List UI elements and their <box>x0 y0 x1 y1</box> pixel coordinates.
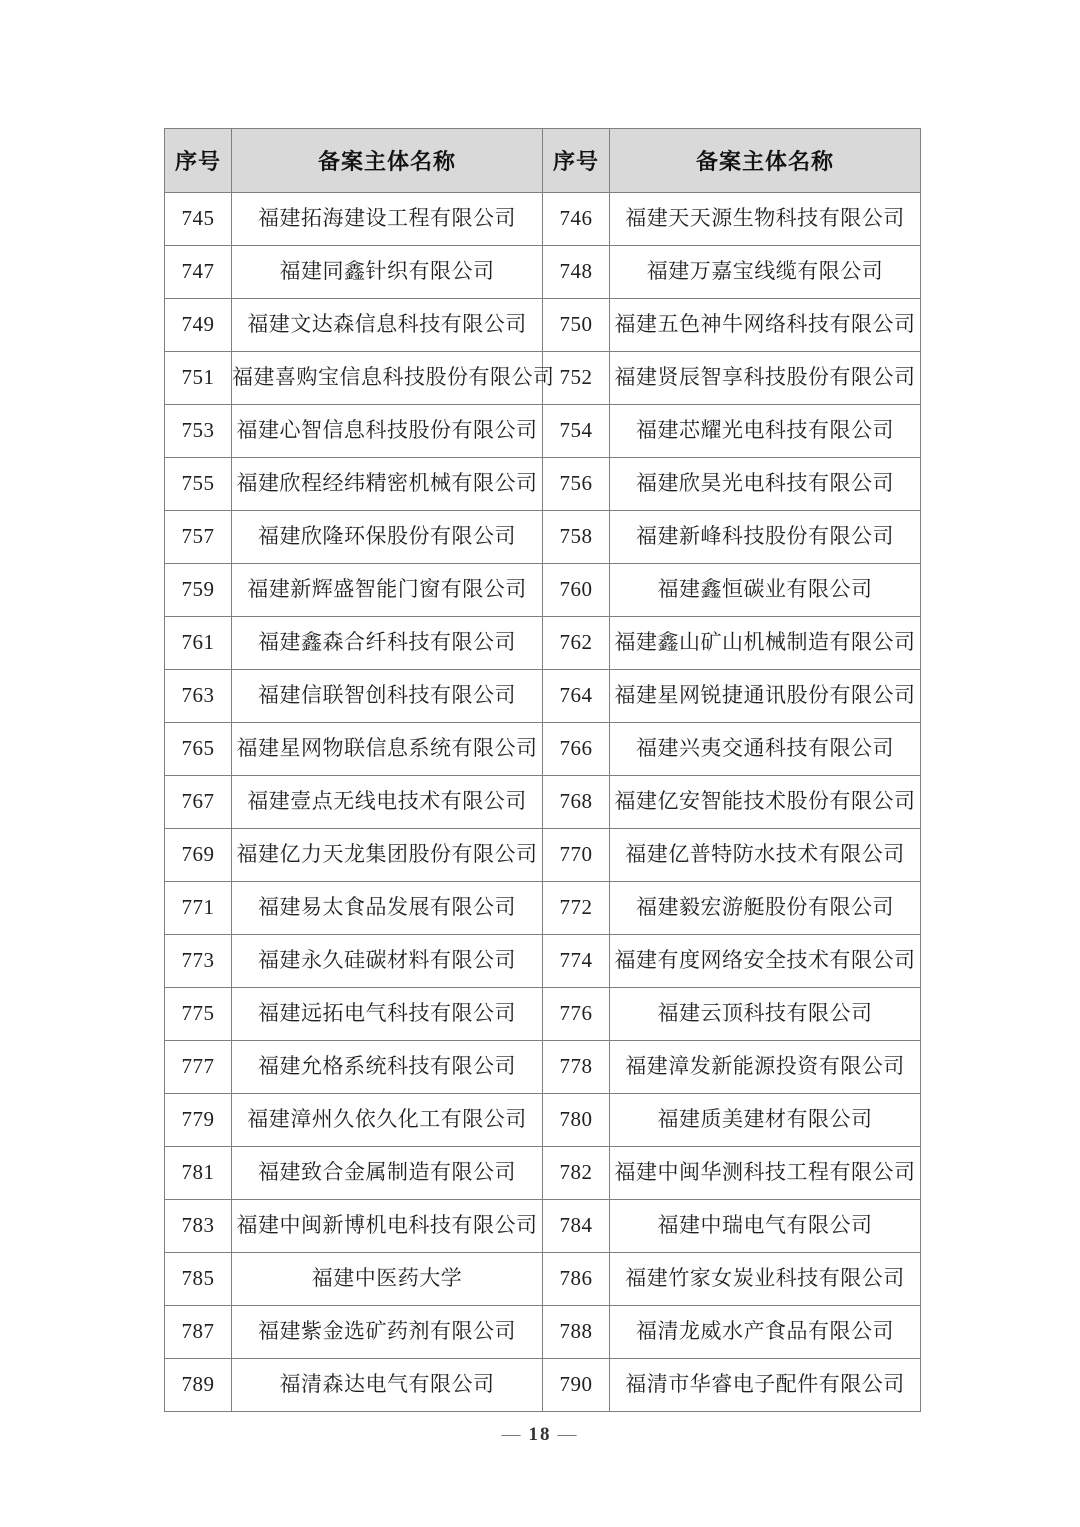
cell-seq-right: 764 <box>543 670 610 723</box>
cell-entity-name-left: 福建易太食品发展有限公司 <box>232 882 543 935</box>
cell-seq-left: 785 <box>165 1253 232 1306</box>
cell-entity-name-left: 福建鑫森合纤科技有限公司 <box>232 617 543 670</box>
cell-seq-left: 779 <box>165 1094 232 1147</box>
cell-entity-name-right: 福建竹家女炭业科技有限公司 <box>610 1253 921 1306</box>
cell-seq-right: 762 <box>543 617 610 670</box>
cell-entity-name-right: 福建芯耀光电科技有限公司 <box>610 405 921 458</box>
cell-entity-name-left: 福建文达森信息科技有限公司 <box>232 299 543 352</box>
cell-seq-right: 782 <box>543 1147 610 1200</box>
cell-entity-name-left: 福建同鑫针织有限公司 <box>232 246 543 299</box>
cell-entity-name-left: 福建远拓电气科技有限公司 <box>232 988 543 1041</box>
cell-entity-name-right: 福建天天源生物科技有限公司 <box>610 193 921 246</box>
cell-entity-name-right: 福建鑫恒碳业有限公司 <box>610 564 921 617</box>
cell-seq-left: 745 <box>165 193 232 246</box>
registration-table-container <box>164 128 917 1412</box>
cell-seq-left: 777 <box>165 1041 232 1094</box>
cell-entity-name-right: 福建万嘉宝线缆有限公司 <box>610 246 921 299</box>
cell-seq-right: 754 <box>543 405 610 458</box>
cell-entity-name-right: 福建亿安智能技术股份有限公司 <box>610 776 921 829</box>
table-header-row <box>165 129 921 193</box>
table-row <box>165 1041 921 1094</box>
cell-entity-name-left: 福建漳州久依久化工有限公司 <box>232 1094 543 1147</box>
table-row <box>165 829 921 882</box>
cell-entity-name-right: 福清龙威水产食品有限公司 <box>610 1306 921 1359</box>
cell-entity-name-right: 福建兴夷交通科技有限公司 <box>610 723 921 776</box>
cell-seq-left: 787 <box>165 1306 232 1359</box>
cell-entity-name-right: 福建质美建材有限公司 <box>610 1094 921 1147</box>
table-row <box>165 1147 921 1200</box>
table-row <box>165 882 921 935</box>
cell-entity-name-left: 福建永久硅碳材料有限公司 <box>232 935 543 988</box>
cell-entity-name-left: 福建喜购宝信息科技股份有限公司 <box>232 352 543 405</box>
table-row <box>165 405 921 458</box>
cell-seq-right: 770 <box>543 829 610 882</box>
cell-seq-left: 747 <box>165 246 232 299</box>
cell-seq-left: 753 <box>165 405 232 458</box>
cell-entity-name-right: 福建鑫山矿山机械制造有限公司 <box>610 617 921 670</box>
cell-entity-name-right: 福建有度网络安全技术有限公司 <box>610 935 921 988</box>
cell-seq-right: 776 <box>543 988 610 1041</box>
table-row <box>165 935 921 988</box>
cell-seq-left: 761 <box>165 617 232 670</box>
cell-seq-right: 748 <box>543 246 610 299</box>
table-row <box>165 458 921 511</box>
cell-entity-name-left: 福建允格系统科技有限公司 <box>232 1041 543 1094</box>
table-row <box>165 246 921 299</box>
cell-seq-right: 766 <box>543 723 610 776</box>
cell-entity-name-left: 福建中闽新博机电科技有限公司 <box>232 1200 543 1253</box>
cell-seq-left: 781 <box>165 1147 232 1200</box>
cell-entity-name-left: 福建中医药大学 <box>232 1253 543 1306</box>
footer-dash-right: — <box>557 1424 579 1445</box>
column-header-seq-left: 序号 <box>165 129 232 193</box>
table-row <box>165 1200 921 1253</box>
table-row <box>165 670 921 723</box>
cell-entity-name-left: 福建欣隆环保股份有限公司 <box>232 511 543 564</box>
cell-seq-right: 774 <box>543 935 610 988</box>
cell-entity-name-left: 福建信联智创科技有限公司 <box>232 670 543 723</box>
cell-entity-name-left: 福建拓海建设工程有限公司 <box>232 193 543 246</box>
table-row <box>165 1306 921 1359</box>
cell-seq-right: 752 <box>543 352 610 405</box>
table-row <box>165 1253 921 1306</box>
column-header-entity-name-left: 备案主体名称 <box>232 129 543 193</box>
table-row <box>165 776 921 829</box>
table-row <box>165 723 921 776</box>
column-header-entity-name-right: 备案主体名称 <box>610 129 921 193</box>
cell-entity-name-right: 福建亿普特防水技术有限公司 <box>610 829 921 882</box>
page-footer <box>0 1424 1080 1446</box>
cell-entity-name-left: 福建星网物联信息系统有限公司 <box>232 723 543 776</box>
cell-seq-right: 746 <box>543 193 610 246</box>
cell-entity-name-right: 福清市华睿电子配件有限公司 <box>610 1359 921 1412</box>
cell-entity-name-left: 福建亿力天龙集团股份有限公司 <box>232 829 543 882</box>
cell-entity-name-right: 福建星网锐捷通讯股份有限公司 <box>610 670 921 723</box>
page-number: 18 <box>528 1424 552 1445</box>
table-row <box>165 511 921 564</box>
cell-seq-left: 757 <box>165 511 232 564</box>
cell-entity-name-right: 福建欣昊光电科技有限公司 <box>610 458 921 511</box>
table-row <box>165 299 921 352</box>
cell-seq-left: 771 <box>165 882 232 935</box>
cell-seq-left: 769 <box>165 829 232 882</box>
cell-seq-right: 788 <box>543 1306 610 1359</box>
cell-seq-right: 786 <box>543 1253 610 1306</box>
cell-entity-name-left: 福建紫金选矿药剂有限公司 <box>232 1306 543 1359</box>
cell-seq-right: 790 <box>543 1359 610 1412</box>
table-row <box>165 617 921 670</box>
footer-dash-left: — <box>501 1424 523 1445</box>
cell-seq-left: 759 <box>165 564 232 617</box>
table-row <box>165 1359 921 1412</box>
cell-seq-right: 760 <box>543 564 610 617</box>
cell-seq-right: 780 <box>543 1094 610 1147</box>
column-header-seq-right: 序号 <box>543 129 610 193</box>
cell-entity-name-left: 福建新辉盛智能门窗有限公司 <box>232 564 543 617</box>
cell-seq-left: 749 <box>165 299 232 352</box>
cell-entity-name-right: 福建中闽华测科技工程有限公司 <box>610 1147 921 1200</box>
registration-entity-table <box>164 128 921 1412</box>
cell-seq-right: 772 <box>543 882 610 935</box>
cell-seq-left: 751 <box>165 352 232 405</box>
cell-entity-name-left: 福清森达电气有限公司 <box>232 1359 543 1412</box>
cell-seq-left: 789 <box>165 1359 232 1412</box>
table-header <box>165 129 921 193</box>
cell-seq-right: 758 <box>543 511 610 564</box>
cell-entity-name-left: 福建欣程经纬精密机械有限公司 <box>232 458 543 511</box>
cell-seq-left: 773 <box>165 935 232 988</box>
cell-entity-name-right: 福建毅宏游艇股份有限公司 <box>610 882 921 935</box>
cell-entity-name-left: 福建心智信息科技股份有限公司 <box>232 405 543 458</box>
table-row <box>165 352 921 405</box>
table-row <box>165 193 921 246</box>
table-row <box>165 988 921 1041</box>
cell-seq-right: 768 <box>543 776 610 829</box>
cell-entity-name-right: 福建贤辰智享科技股份有限公司 <box>610 352 921 405</box>
cell-seq-left: 765 <box>165 723 232 776</box>
cell-seq-left: 763 <box>165 670 232 723</box>
cell-seq-left: 755 <box>165 458 232 511</box>
table-row <box>165 1094 921 1147</box>
table-row <box>165 564 921 617</box>
cell-seq-left: 767 <box>165 776 232 829</box>
cell-entity-name-left: 福建致合金属制造有限公司 <box>232 1147 543 1200</box>
cell-entity-name-right: 福建新峰科技股份有限公司 <box>610 511 921 564</box>
cell-seq-right: 778 <box>543 1041 610 1094</box>
cell-entity-name-right: 福建漳发新能源投资有限公司 <box>610 1041 921 1094</box>
cell-entity-name-right: 福建云顶科技有限公司 <box>610 988 921 1041</box>
cell-seq-left: 783 <box>165 1200 232 1253</box>
table-body <box>165 193 921 1412</box>
cell-entity-name-right: 福建中瑞电气有限公司 <box>610 1200 921 1253</box>
cell-seq-right: 756 <box>543 458 610 511</box>
cell-entity-name-left: 福建壹点无线电技术有限公司 <box>232 776 543 829</box>
cell-seq-right: 750 <box>543 299 610 352</box>
cell-seq-left: 775 <box>165 988 232 1041</box>
cell-entity-name-right: 福建五色神牛网络科技有限公司 <box>610 299 921 352</box>
cell-seq-right: 784 <box>543 1200 610 1253</box>
